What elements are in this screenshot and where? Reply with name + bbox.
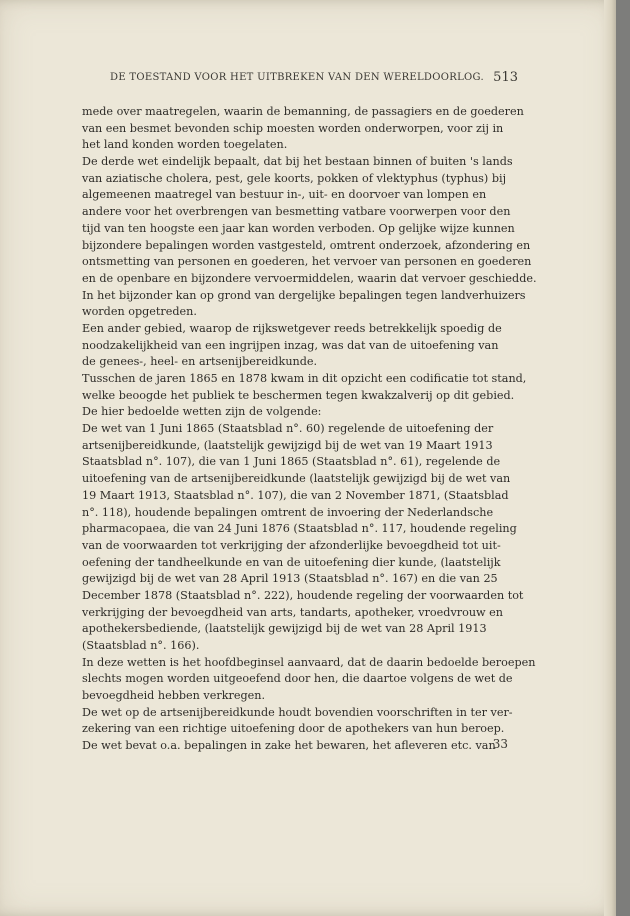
text-line: oefening der tandheelkunde en van de uitoefening dier kunde, (laatstelijk bbox=[82, 555, 501, 569]
text-line: worden opgetreden. bbox=[82, 305, 197, 319]
text-line: verkrijging der bevoegdheid van arts, tandarts, apotheker, vroedvrouw en bbox=[82, 605, 504, 619]
text-line: welke beoogde het publiek te beschermen tegen kwakzalverij op dit gebied. bbox=[82, 388, 515, 402]
text-line: December 1878 (Staatsblad n°. 222), houdende regeling der voorwaarden tot bbox=[82, 588, 524, 602]
text-line: van de voorwaarden tot verkrijging der afzonderlijke bevoegdheid tot uit- bbox=[82, 538, 501, 552]
text-line: de genees-, heel- en artsenijbereidkunde. bbox=[82, 355, 318, 369]
text-line: bevoegdheid hebben verkregen. bbox=[82, 689, 266, 703]
text-line: n°. 118), houdende bepalingen omtrent de invoering der Nederlandsche bbox=[82, 505, 494, 519]
text-line: noodzakelijkheid van een ingrijpen inzag, was dat van de uitoefening van bbox=[82, 338, 499, 352]
text-line: apothekersbediende, (laatstelijk gewijzigd bij de wet van 28 April 1913 bbox=[82, 622, 487, 636]
text-line: (Staatsblad n°. 166). bbox=[82, 639, 200, 652]
text-line: ontsmetting van personen en goederen, het vervoer van personen en goederen bbox=[82, 255, 532, 269]
text-line: Staatsblad n°. 107), die van 1 Juni 1865 (Staatsblad n°. 61), regelende de bbox=[82, 455, 501, 469]
text-line: algemeenen maatregel van bestuur in-, uit- en doorvoer van lompen en bbox=[82, 188, 487, 202]
text-line: pharmacopaea, die van 24 Juni 1876 (Staatsblad n°. 117, houdende regeling bbox=[82, 522, 517, 536]
text-line: De wet bevat o.a. bepalingen in zake het bewaren, het afleveren etc. van bbox=[82, 739, 496, 753]
text-line: bijzondere bepalingen worden vastgesteld, omtrent onderzoek, afzondering en bbox=[82, 238, 531, 252]
text-line: In het bijzonder kan op grond van dergelijke bepalingen tegen landverhuizers bbox=[82, 288, 526, 302]
text-line: De wet van 1 Juni 1865 (Staatsblad n°. 60) regelende de uitoefening der bbox=[82, 422, 494, 436]
text-line: mede over maatregelen, waarin de bemanning, de passagiers en de goederen bbox=[82, 105, 524, 118]
running-head: DE TOESTAND VOOR HET UITBREKEN VAN DEN WERELDOORLOG. bbox=[110, 72, 484, 83]
signature-number: 33 bbox=[492, 737, 508, 751]
text-line: slechts mogen worden uitgeoefend door hen, die daartoe volgens de wet de bbox=[82, 672, 513, 686]
text-line: artsenijbereidkunde, (laatstelijk gewijzigd bij de wet van 19 Maart 1913 bbox=[82, 438, 493, 452]
text-line: zekering van een richtige uitoefening door de apothekers van hun beroep. bbox=[82, 722, 505, 736]
text-line: De wet op de artsenijbereidkunde houdt bovendien voorschriften in ter ver- bbox=[82, 705, 513, 719]
text-line: het land konden worden toegelaten. bbox=[82, 138, 288, 152]
text-line: Een ander gebied, waarop de rijkswetgever reeds betrekkelijk spoedig de bbox=[82, 321, 502, 335]
text-line: 19 Maart 1913, Staatsblad n°. 107), die van 2 November 1871, (Staatsblad bbox=[82, 488, 509, 502]
page-number: 513 bbox=[493, 70, 518, 85]
text-line: andere voor het overbrengen van besmetting vatbare voorwerpen voor den bbox=[82, 205, 511, 219]
text-line: De hier bedoelde wetten zijn de volgende: bbox=[82, 405, 322, 419]
text-line: uitoefening van de artsenijbereidkunde (laatstelijk gewijzigd bij de wet van bbox=[82, 472, 511, 486]
text-line: en de openbare en bijzondere vervoermiddelen, waarin dat vervoer geschiedde. bbox=[82, 271, 537, 285]
page-edge bbox=[604, 0, 616, 916]
text-line: tijd van ten hoogste een jaar kan worden verboden. Op gelijke wijze kunnen bbox=[82, 221, 515, 235]
text-line: In deze wetten is het hoofdbeginsel aanvaard, dat de daarin bedoelde beroepen bbox=[82, 655, 536, 669]
text-line: De derde wet eindelijk bepaalt, dat bij het bestaan binnen of buiten 's lands bbox=[82, 155, 513, 169]
text-line: van een besmet bevonden schip moesten worden onderworpen, voor zij in bbox=[82, 121, 504, 135]
text-line: Tusschen de jaren 1865 en 1878 kwam in dit opzicht een codificatie tot stand, bbox=[82, 372, 527, 385]
text-line: gewijzigd bij de wet van 28 April 1913 (Staatsblad n°. 167) en die van 25 bbox=[82, 572, 498, 586]
text-line: van aziatische cholera, pest, gele koorts, pokken of vlektyphus (typhus) bij bbox=[82, 171, 507, 185]
